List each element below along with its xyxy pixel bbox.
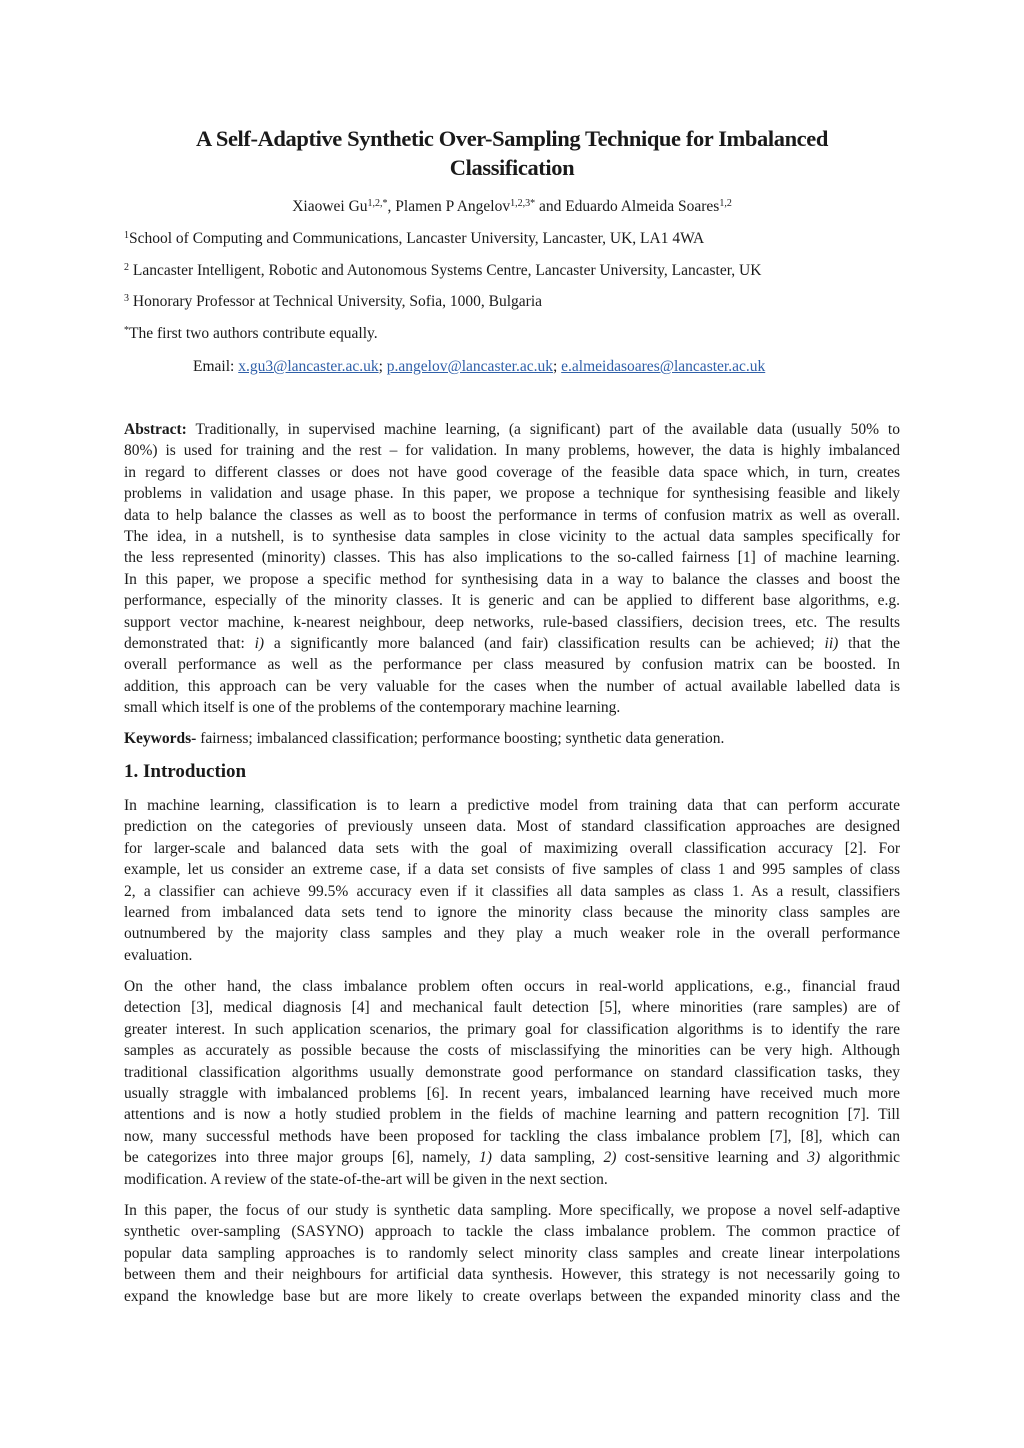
paragraph-line: expand the knowledge base but are more likely to create overlaps between the expanded minority class and the (124, 1287, 900, 1305)
paragraph-text: data sampling, (491, 1149, 604, 1167)
abstract-line: overall performance as well as the performance per class measured by confusion matrix can be boosted. In (124, 656, 900, 674)
paragraph-text: be categorizes into three major groups [6], namely, (124, 1149, 479, 1167)
abstract-label: Abstract: (124, 421, 187, 438)
affiliation-2-text: Lancaster Intelligent, Robotic and Autonomous Systems Centre, Lancaster University, Lancaster, UK (129, 262, 762, 279)
abstract-text: that the (838, 634, 901, 652)
affiliation-2 (124, 261, 761, 281)
paragraph-line: for larger-scale and balanced data sets with the goal of maximizing overall classification accuracy [2]. For (124, 839, 900, 857)
author-3: and Eduardo Almeida Soares (535, 198, 720, 215)
paragraph-text: cost-sensitive learning and (616, 1149, 808, 1167)
abstract-italic: i) (254, 634, 265, 652)
paragraph-line: learned from imbalanced data sets tend to ignore the minority class because the minority class samples are (124, 903, 900, 921)
abstract-line: The idea, in a nutshell, is to synthesise data samples in close vicinity to the actual data samples specifically for (124, 527, 900, 545)
paragraph-line: In this paper, the focus of our study is synthetic data sampling. More specifically, we propose a novel self-adaptive (124, 1202, 900, 1219)
paragraph-line: In machine learning, classification is to learn a predictive model from training data that can perform accurate (124, 797, 900, 814)
paragraph-line: greater interest. In such application scenarios, the primary goal for classification algorithms is to identify the rare (124, 1020, 900, 1038)
abstract-line: data to help balance the classes as well as to boost the performance in terms of confusion matrix as well as overall. (124, 506, 900, 524)
paragraph-line: detection [3], medical diagnosis [4] and mechanical fault detection [5], where minorities (rare samples) are of (124, 999, 900, 1017)
paragraph-3 (124, 1200, 900, 1307)
abstract-line: performance, especially of the minority classes. It is generic and can be applied to different base algorithms, e.g. (124, 592, 900, 610)
abstract-line: problems in validation and usage phase. In this paper, we propose a technique for synthesising feasible and likely (124, 485, 900, 503)
email-label: Email: (193, 358, 239, 375)
author-1: Xiaowei Gu (292, 198, 368, 215)
paragraph-line: 2, a classifier can achieve 99.5% accuracy even if it classifies all data samples as class 1. As a result, classifiers (124, 882, 900, 900)
author-3-affiliation: 1,2 (719, 198, 732, 209)
abstract-line (124, 419, 900, 440)
affiliation-1 (124, 229, 704, 249)
email-separator: ; (378, 358, 387, 375)
section-heading-introduction: 1. Introduction (124, 761, 247, 782)
paragraph-line: now, many successful methods have been proposed for tackling the class imbalance problem [7], [8], which can (124, 1127, 900, 1145)
paragraph-line: traditional classification algorithms usually demonstrate good performance on standard classification tasks, they (124, 1063, 900, 1081)
abstract-line: 80%) is used for training and the rest – for validation. In many problems, however, the data is highly imbalanced (124, 442, 900, 460)
paragraph-1 (124, 795, 900, 966)
title-line-2: Classification (449, 155, 575, 180)
paper-title (124, 124, 900, 182)
affiliation-1-marker: 1 (124, 230, 129, 241)
paragraph-line: samples as accurately as possible because the costs of misclassifying the minorities can be very high. Although (124, 1042, 900, 1060)
abstract (124, 419, 900, 718)
abstract-text: Traditionally, in supervised machine learning, (a significant) part of the available data (usually 50% to (186, 421, 900, 438)
email-link-angelov[interactable]: p.angelov@lancaster.ac.uk (386, 358, 553, 375)
paragraph-line: popular data sampling approaches is to randomly select minority class samples and create linear interpolations (124, 1244, 900, 1262)
abstract-text: demonstrated that: (124, 634, 255, 652)
abstract-line: addition, this approach can be very valuable for the cases when the number of actual available labelled data is (124, 677, 900, 695)
affiliation-2-marker: 2 (124, 262, 129, 273)
paragraph-line: example, let us consider an extreme case, if a data set consists of five samples of class 1 and 995 samples of class (124, 861, 900, 879)
paragraph-2 (124, 976, 900, 1190)
abstract-italic: ii) (824, 634, 839, 652)
paragraph-line (124, 1147, 900, 1168)
abstract-text: a significantly more balanced (and fair) classification results can be achieved; (264, 634, 825, 652)
paragraph-italic: 2) (603, 1149, 617, 1167)
affiliation-3-text: Honorary Professor at Technical University, Sofia, 1000, Bulgaria (129, 293, 543, 310)
title-line-1: A Self-Adaptive Synthetic Over-Sampling Technique for Imbalanced (196, 126, 828, 151)
paragraph-line: between them and their neighbours for artificial data synthesis. However, this strategy is not necessarily going to (124, 1266, 900, 1284)
equal-contribution-note (124, 324, 378, 344)
paragraph-line: outnumbered by the majority class samples and they play a much weaker role in the overall performance (124, 925, 900, 943)
affiliation-1-text: School of Computing and Communications, Lancaster University, Lancaster, UK, LA1 4WA (129, 230, 705, 247)
abstract-line: small which itself is one of the problems of the contemporary machine learning. (124, 699, 621, 717)
email-link-gu[interactable]: x.gu3@lancaster.ac.uk (238, 358, 379, 375)
keywords-label: Keywords- (124, 730, 197, 747)
paragraph-line: prediction on the categories of previously unseen data. Most of standard classification approaches are designed (124, 818, 900, 836)
equal-contribution-marker: * (124, 325, 129, 336)
abstract-line: in regard to different classes or does not have good coverage of the feasible data space which, in turn, creates (124, 463, 900, 481)
affiliation-3-marker: 3 (124, 293, 129, 304)
email-line (193, 357, 765, 377)
email-link-soares[interactable]: e.almeidasoares@lancaster.ac.uk (561, 358, 766, 375)
paragraph-line: synthetic over-sampling (SASYNO) approach to tackle the class imbalance problem. The common practice of (124, 1223, 900, 1241)
author-2-affiliation: 1,2,3* (510, 198, 536, 209)
author-2: , Plamen P Angelov (387, 198, 511, 215)
abstract-line: In this paper, we propose a specific method for synthesising data in a way to balance the classes and boost the (124, 570, 900, 588)
abstract-line: the less represented (minority) classes. This has also implications to the so-called fairness [1] of machine learning. (124, 549, 900, 567)
abstract-line (124, 633, 900, 654)
paragraph-text: algorithmic (820, 1149, 900, 1167)
affiliation-3 (124, 292, 542, 312)
keywords (124, 728, 900, 749)
equal-contribution-text: The first two authors contribute equally. (129, 325, 378, 342)
paragraph-italic: 1) (478, 1149, 492, 1167)
paragraph-line: usually straggle with imbalanced problems [6]. In recent years, imbalanced learning have received much more (124, 1084, 900, 1102)
paragraph-italic: 3) (807, 1149, 821, 1167)
abstract-line: support vector machine, k-nearest neighbour, deep networks, rule-based classifiers, decision trees, etc. The results (124, 613, 900, 631)
paragraph-line: evaluation. (124, 946, 193, 964)
author-1-affiliation: 1,2,* (367, 198, 388, 209)
paragraph-line: On the other hand, the class imbalance problem often occurs in real-world applications, e.g., financial fraud (124, 978, 900, 995)
keywords-text: fairness; imbalanced classification; performance boosting; synthetic data generation. (196, 730, 725, 747)
email-separator: ; (552, 358, 562, 375)
paragraph-line: modification. A review of the state-of-the-art will be given in the next section. (124, 1170, 608, 1188)
author-list (124, 197, 900, 217)
paragraph-line: attentions and is now a hotly studied problem in the fields of machine learning and pattern recognition [7]. Till (124, 1106, 900, 1124)
